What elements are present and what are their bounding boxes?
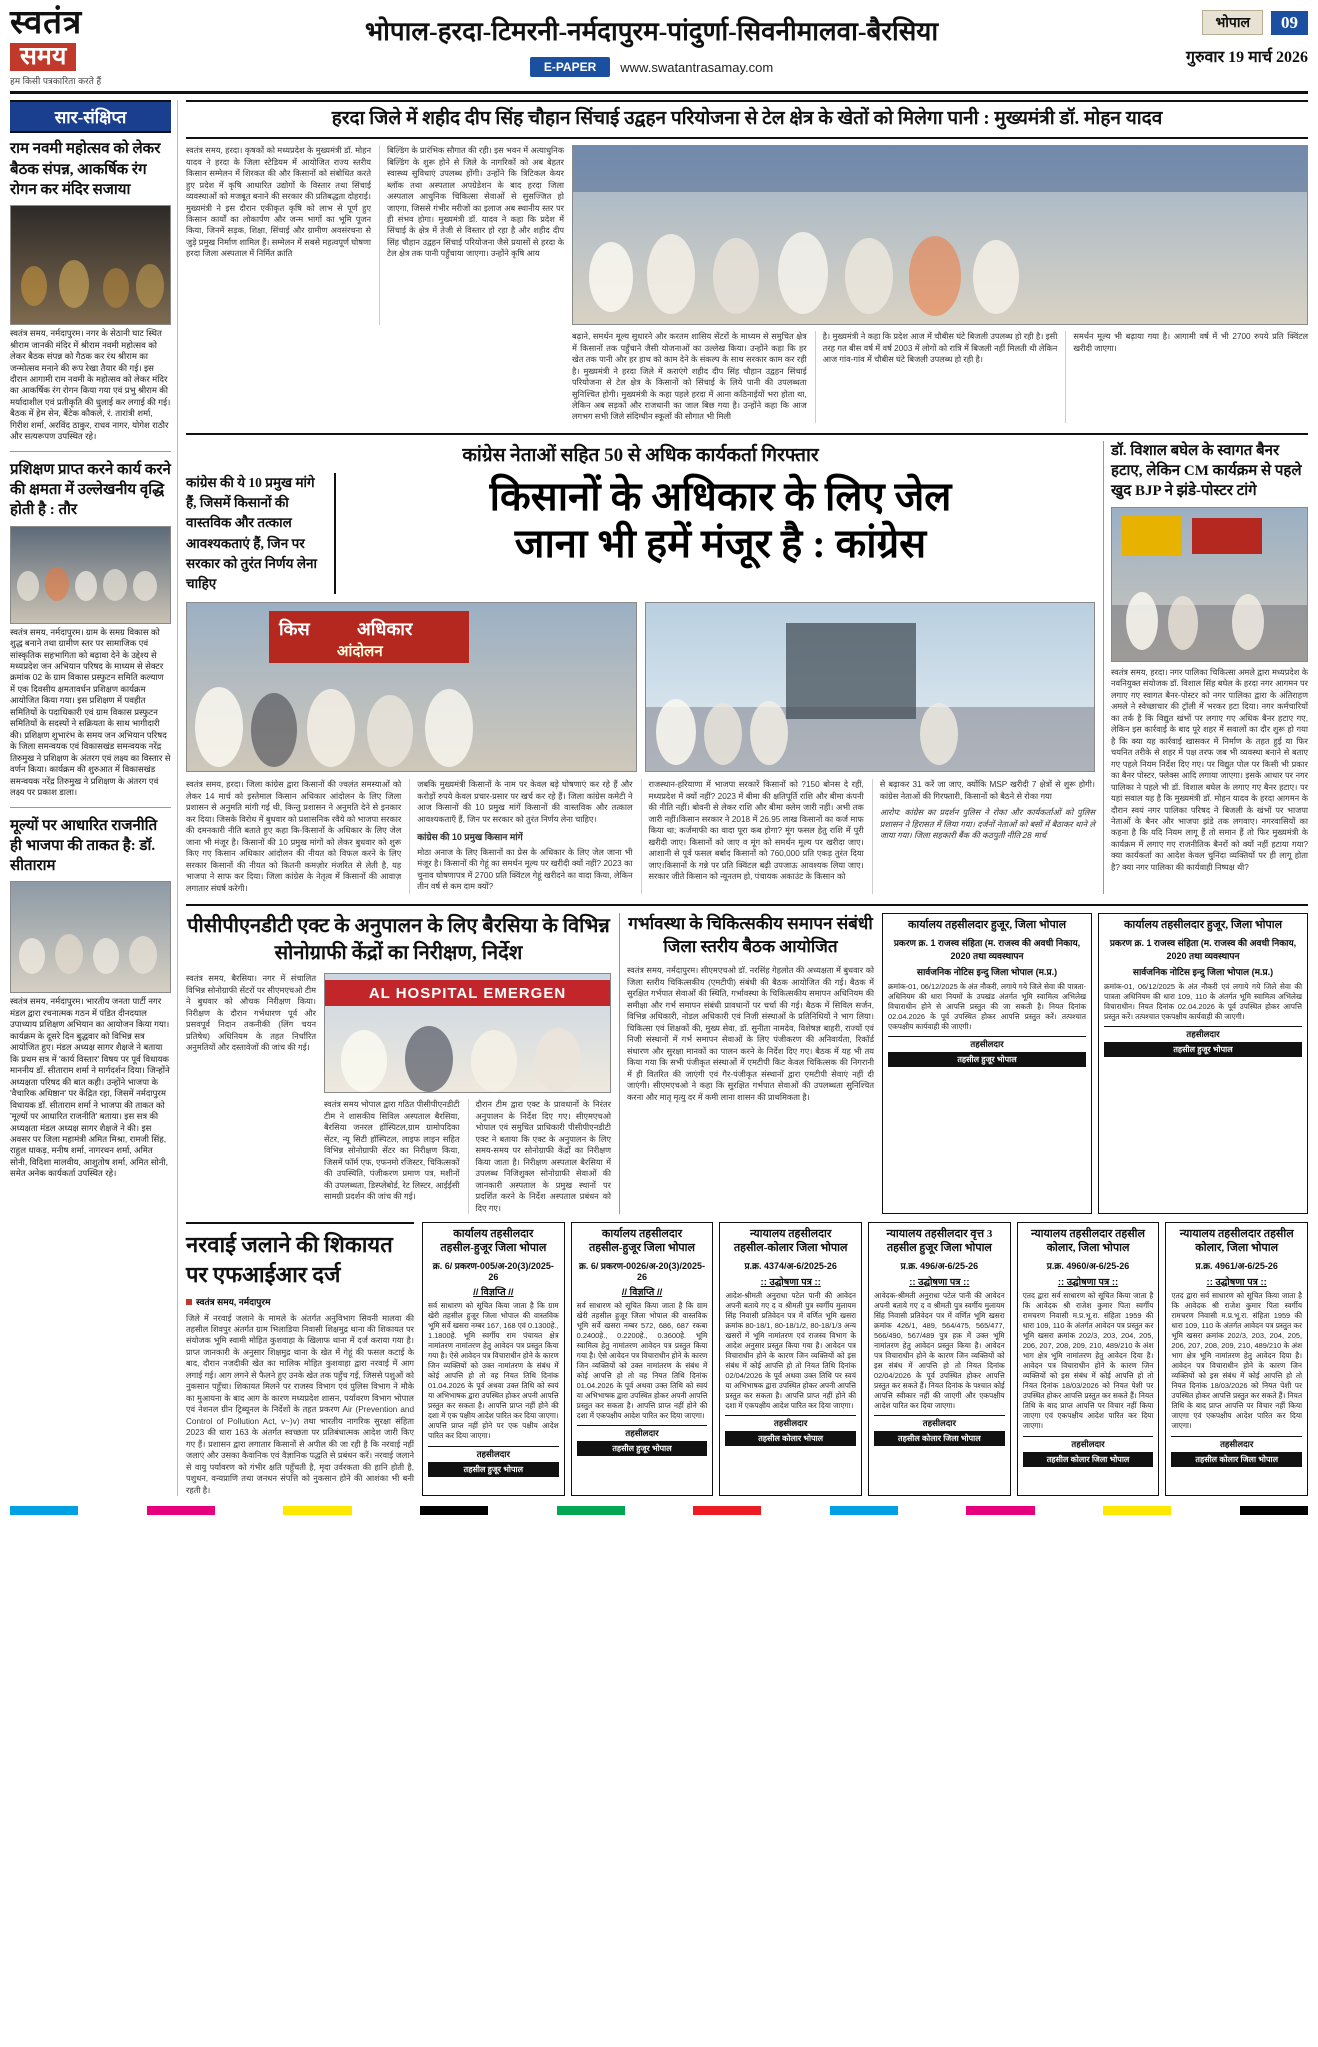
pcpndt-headline bbox=[186, 913, 611, 967]
notice-4-office-foot: तहसील कोलार जिला भोपाल bbox=[874, 1431, 1005, 1446]
masthead-right bbox=[1093, 6, 1308, 67]
ad-notice-2 bbox=[1098, 913, 1308, 1214]
edition-cities: भोपाल-हरदा-टिमरनी-नर्मदापुरम-पांदुर्णा-सिवनीमालवा-बैरसिया bbox=[364, 17, 939, 46]
publication-date: गुरुवार 19 मार्च 2026 bbox=[1185, 49, 1308, 66]
package-body-1: स्वतंत्र समय, हरदा। जिला कांग्रेस द्वारा किसानों की ज्वलंत समस्याओं को लेकर 14 मार्च को इस्तेमाल किसान अधिकार आंदोलन के लिए जिला प्रशासन से अनुमति मांगी गई थी, किन्तु प्रशासन ने अनुमति देने से इनकार कर दिया। जिसके विरोध में बुधवार को प्रशासनिक रवैये को भाजपा सरकार की दमनकारी नीति बताते हुए कहा कि-किसानों के अधिकार के लिए जेल जाना भी मंजूर है। किसानों की 10 प्रमुख मांगों को लेकर बुधवार को शुरू किए गए किसान अधिकार आंदोलन की नीयत को विफल करने के लिए सरकार किसानों की नीयत को कितनी कमज़ोर मंजरित से लेती है, यह भाजपा ने साफ कर दिया। जिला कांग्रेस के नेतृत्व में किसानों की आवाज़ लगातार संघर्ष करेगी। bbox=[186, 780, 402, 893]
notice-3 bbox=[719, 1222, 862, 1496]
ads-block bbox=[882, 913, 1308, 1214]
lead-story-col-1: स्वतंत्र समय, हरदा। कृषकों को मध्यप्रदेश के मुख्यमंत्री डॉ. मोहन यादव ने हरदा के जिला स्टेडियम में आयोजित राज्य स्तरीय किसान सम्मेलन में शिरकत की और किसानों को संबोधित करते हुए प्रदेश में कृषि आधारित उद्योगों के विस्तार तथा सिंचाई व्यवस्थाओं को मजबूत बनाने की सरकार की प्रतिबद्धता दोहराई। मुख्यमंत्री ने इस दौरान एकीकृत कृषि को लाभ से पूर्ण हुए किसान कार्यों का लोकार्पण और जन्म भागों का भूमि पूजन किया, जिनमें सड़क, शिक्षा, सिंचाई और ग्रामीण अवसंरचना से जुड़े प्रमुख निर्माण शामिल हैं। सम्मेलन में सबसे महत्वपूर्ण घोषणा हरदा जिला अस्पताल में निर्मित क्रांति bbox=[186, 146, 371, 259]
city-page-badge bbox=[1202, 10, 1308, 35]
right-rail-body: स्वतंत्र समय, हरदा। नगर पालिका चिकित्सा अमले द्वारा मध्यप्रदेश के नवनियुक्त संयोजक डॉ. विशाल सिंह बघेल के हरदा नगर आगमन पर लगाए गए स्वागत बैनर-पोस्टर को नगर पालिका द्वारा के अंतिराहण अमले ने स्वेच्छाचार की ट्रॉली में भरकर हटा दिया। नगर कर्मचारियों का तर्क है कि विद्युत खंभों पर लगाए गए अधिक बैनर हटाए गए, लेकिन इस कार्रवाई के बाद पूरे शहर में सवालों का दौर शुरू हो गया है कि क्या यह कार्रवाई खासकर में निर्माण के तहत हुई या फिर चयनित तरीके से शहर में पक्ष तरफ जब भी व्यवस्था बनाने से बताए गए पहले नियम निर्देश दिए गए। पर विद्युत पोल पर किसी भी प्रकार का बैनर पोस्टर, फ्लेक्स आदि लगाया जाएगा। इसके आधार पर नगर पालिका ने पहले भी डॉ. विशाल बघेल के लगाए गए बैनर हटाए। पर यहां सवाल यह है कि मुख्यमंत्री डॉ. मोहन यादव के हरदा आगमन के दौरान स्वयं नगर पालिका परिषद ने बिजली के खंभों पर भाजपा नेताओं के बैनर और भाजपा झंडे तक लगवाए। नगरवासियों का कहना है कि यदि नियम लागू हैं तो समान हैं तो फिर मुख्यमंत्री के कार्यक्रम में लगाए गए राजनीतिक बैनरों को क्यों नहीं हटाया गया? क्या कार्यकर्ता का आदेश केवल चुनिंदा व्यक्तियों पर ही लागू होता है? क्या नगर पालिका की कार्यवाही निष्पक्ष थी? bbox=[1111, 667, 1308, 872]
sidebar-column bbox=[10, 100, 178, 1496]
notice-row bbox=[422, 1222, 1308, 1496]
package-photo-1 bbox=[186, 602, 637, 772]
package-left-note: कांग्रेस की ये 10 प्रमुख मांगे हैं, जिसमें किसानों की वास्तविक और तत्काल आवश्यकताएं हैं, जिन पर सरकार को तुरंत निर्णय लेना चाहिए bbox=[186, 474, 318, 592]
masthead-bar bbox=[210, 57, 1093, 77]
ad-notice-2-sub: सार्वजनिक नोटिस इन्दु जिला भोपाल (म.प्र.) bbox=[1132, 967, 1274, 978]
notice-4-case: प्र.क्र. 496/अ-6/25-26 bbox=[900, 1260, 979, 1271]
notice-4 bbox=[868, 1222, 1011, 1496]
notice-5-office-foot: तहसील कोलार जिला भोपाल bbox=[1023, 1452, 1154, 1467]
ad-notice-1-body: क्रमांक-01, 06/12/2025 के अंत नौकरी, लगाये गये जिले सेवा की पात्रता-अधिनियम की धारा नियमों के उपखंड अंतर्गत भूमि स्वामित्व अभिलेख विचाराधीन होने से आपत्ति प्रस्तुत की जा सकती है। नियत दिनांक 02.04.2026 के पूर्व उपस्थित होकर आपत्ति प्रस्तुत करें। तत्पश्चात एकपक्षीय कार्यवाही की जाएगी। bbox=[888, 982, 1086, 1032]
notice-4-office: न्यायालय तहसीलदार वृत्त 3 bbox=[886, 1228, 993, 1241]
ad-notice-1-title: कार्यालय तहसीलदार हुजूर, जिला भोपाल bbox=[907, 919, 1067, 932]
protest-banner-text-3: आंदोलन bbox=[337, 644, 383, 661]
package-body-4-text: से बढ़ाकर 31 करें जा जाए, क्योंकि MSP खरीदी 7 क्षेत्रों से शुरू होगी। कांग्रेस नेताओं की गिरफ्तारी, किसानों को बैठने से रोका गया bbox=[879, 780, 1095, 801]
notice-5-sign: तहसीलदार bbox=[1023, 1436, 1154, 1450]
sidebar-item-2 bbox=[10, 460, 171, 799]
notice-1-type: // विज्ञप्ति // bbox=[473, 1286, 514, 1298]
ad-notice-1-case: प्रकरण क्र. 1 राजस्व संहिता (म. राजस्व की अवधी निकाय, 2020 तथा व्यवस्थापन bbox=[893, 938, 1081, 962]
notice-2-sign: तहसीलदार bbox=[577, 1425, 708, 1439]
package-body-3: राजस्थान-हरियाणा में भाजपा सरकारें किसानों को ?150 बोनस दे रहीं, मध्यप्रदेश में क्यों नहीं? 2023 में बीमा की क्षतिपूर्ति राशि और बीमा कंपनी की नीति नहीं। बोवनी से लेकर राशि और बीमा क्लेम जारी नहीं। अभी तक जारी नहीं।किसान सरकार ने 2018 में 26.95 लाख किसानों का कर्ज माफ किया था; कर्जमाफी का वादा पूरा कब होगा? मूंग फसल हेतु राशि में पूरी खरीदी जाए। किसानों को जाए व मूंग को समर्थन मूल्य पर खरीदा जाए।आशानी से पूर्व फसल बर्बाद किसानों को 760,000 प्रति एकड़ तुरंत दिया जाए।किसानों के गन्ने पर प्रति क्विंटल बढ़ी उपजाऊ आवश्यक लिया जाए। सरकार जीते किसान को न्यूनतम हो, पंचायक अकाउंट के किसान को bbox=[641, 779, 864, 894]
notice-3-body: आदेश-श्रीमती अनुराधा पटेल पानी की आवेदन अपनी बताये गए द व श्रीमती पुत्र स्वर्गीय मुलायम सिंह निवासी प्रतिवेदन पत्र में वर्णित भूमि खसरा क्रमांक 80-18/1, 80-18/1/2, 80-18/1/3 अन्य खसरों में भूमि नामांतरण एवं राजस्व विभाग के आदेश अनुसार प्रस्तुत किया गया है। आवेदन पत्र विचाराधीन होने के कारण जिन व्यक्तियों को इस संबंध में कोई आपत्ति हो तो नियत तिथि दिनांक 02/04/2026 के पूर्व अथवा उक्त तिथि पर स्वयं या अभिभाषक द्वारा उपस्थित होकर अपनी आपत्ति प्रस्तुत कर सकता है। आपत्ति प्राप्त नहीं होने की दशा में एकपक्षीय आदेश पारित कर दिया जाएगा। bbox=[725, 1290, 857, 1411]
notice-3-office-foot: तहसील कोलार भोपाल bbox=[725, 1431, 856, 1446]
narwai-body: जिले में नरवाई जलाने के मामले के अंतर्गत अनुविभाग सिवनी मालवा की तहसील शिवपुर अंतर्गत ग्राम भिलाडिया निवासी शिक्षमुद्र थाना की शिकायत पर संयोजक भूमि स्वामी मोहित कुशवाहा के खिलाफ थाना में दर्ज कराया गया है। प्राप्त जानकारी के अनुसार शिक्षमुद्र थाना के खेत में गेहूं की फसल कटाई के बाद, दौरान नजदीकी खेत का मालिक मोहित कुशवाहा द्वारा नरवाई में आग लगाई गई। आग लगने से फैलने हुए उनके खेत तक पहुँच गई, जिससे पशुओं को नुकसान पहुँचा। शिकायत मिलने पर राजस्व विभाग एवं पुलिस विभाग ने मौके का मुआयना के बाद आग के कारण मध्यप्रदेश शासन, पर्यावरण विभाग भोपाल एवं नेशनल ग्रीन ट्रिब्यूनल के निर्देशों के तहत प्रकरण Air (Prevention and Control of Pollution Act, v~)v) तथा भारतीय नागरिक सुरक्षा संहिता 2023 की धारा 163 के अंतर्गत स्वच्छता पर प्रतिबंधात्मक आदेश जारी किए गए हैं। प्रशासन द्वारा लगातार किसानों से अपील की जा रही है कि नरवाई नहीं जलाएं और उसका कैवानिक एवं वैज्ञानिक पद्धति से प्रबंधन करें। नरवाई जलाने से वायु पर्यावरण को गंभीर क्षति पहुँचती है, मृदा उर्वरकता की हानि होती है, पशुधन, वन्यप्राणि तथा जनधन संपत्ति को नुकसान होने की आशंका भी बनी रहती है। bbox=[186, 1313, 414, 1495]
ad-notice-2-body: क्रमांक-01, 06/12/2025 के अंत नौकरी एवं लगाये गये जिले सेवा की पात्रता अधिनियम की धारा 109, 110 के अंतर्गत भूमि स्वामित्व अभिलेख विचाराधीन। नियत दिनांक 02.04.2026 के पूर्व उपस्थित होकर आपत्ति प्रस्तुत करें। तत्पश्चात एकपक्षीय कार्यवाही की जाएगी। bbox=[1104, 982, 1302, 1022]
ad-notice-2-case: प्रकरण क्र. 1 राजस्व संहिता (म. राजस्व की अवधी निकाय, 2020 तथा व्यवस्थापन bbox=[1109, 938, 1297, 962]
ad-notice-1-sign: तहसीलदार bbox=[888, 1036, 1086, 1050]
notice-6-body: एतद द्वारा सर्व साधारण को सूचित किया जाता है कि आवेदक श्री राजेश कुमार पिता स्वर्गीय रामचरण निवासी म.प्र.भू.रा. संहिता 1959 की धारा 109, 110 के अंतर्गत आवेदन पत्र प्रस्तुत कर भूमि खसरा क्रमांक 202/3, 203, 204, 205, 206, 207, 208, 209, 210, 489/210 के अंश भाग क्षेत्र भूमि नामांतरण हेतु आवेदन दिया है। आवेदन पत्र विचाराधीन होने के कारण जिन व्यक्तियों को इस संबंध में कोई आपत्ति हो तो नियत दिनांक 18/03/2026 को नियत पेशी पर उपस्थित होकर आपत्ति प्रस्तुत कर सकते हैं। नियत तिथि के बाद प्राप्त आपत्ति पर विचार नहीं किया जाएगा एवं एकपक्षीय आदेश पारित कर दिया जाएगा। bbox=[1171, 1290, 1303, 1431]
notice-2-office: कार्यालय तहसीलदार bbox=[601, 1228, 683, 1241]
story-garbh bbox=[619, 913, 874, 1214]
sidebar-item-1 bbox=[10, 139, 171, 442]
package-story bbox=[186, 441, 1095, 894]
notice-2-office-foot: तहसील हुजूर भोपाल bbox=[577, 1441, 708, 1456]
notice-6-case: प्र.क्र. 4961/अ-6/25-26 bbox=[1195, 1260, 1278, 1271]
sidebar-item-3 bbox=[10, 816, 171, 1180]
notice-6-sub: कोलार, जिला भोपाल bbox=[1195, 1241, 1279, 1254]
ad-notice-2-sign: तहसीलदार bbox=[1104, 1026, 1302, 1040]
notice-3-sign: तहसीलदार bbox=[725, 1415, 856, 1429]
sidebar-item-1-photo bbox=[10, 205, 171, 325]
website-url[interactable]: www.swatantrasamay.com bbox=[620, 59, 774, 75]
notice-1-body: सर्व साधारण को सूचित किया जाता है कि ग्राम खेरी तहसील हुजूर जिला भोपाल की वास्तविक भूमि सर्वे खसरा नम्बर 167, 168 एवं 0.1300हे., 1.1800हे. भूमि स्वर्गीय राम पंचायत क्षेत्र नामांतरण नामांतरण हेतु आवेदन पत्र प्रस्तुत किया गया है। ऐसे आवेदन पत्र विचाराधीन होने के कारण जिन व्यक्तियों को उक्त नामांतरण के संबंध में कोई आपत्ति हो तो वह नियत तिथि दिनांक 01.04.2026 के पूर्व अथवा उक्त तिथि को स्वयं या अभिभाषक द्वारा उपस्थित होकर अपनी आपत्ति प्रस्तुत कर सकता है। आपत्ति प्राप्त नहीं होने की दशा में एक पक्षीय आदेश पारित कर दिया जाएगा। आपत्ति प्राप्त नहीं होने पर एक पक्षीय आदेश पारित कर दिया जाएगा। bbox=[428, 1300, 559, 1441]
ad-notice-1-sub: सार्वजनिक नोटिस इन्दु जिला भोपाल (म.प्र.) bbox=[916, 967, 1058, 978]
masthead-center bbox=[210, 6, 1093, 77]
bottom-strip bbox=[186, 1222, 1308, 1496]
page-body bbox=[10, 100, 1308, 1496]
notice-1 bbox=[422, 1222, 565, 1496]
notice-5 bbox=[1017, 1222, 1160, 1496]
notice-3-type: :: उद्घोषणा पत्र :: bbox=[760, 1276, 821, 1288]
notice-5-office: न्यायालय तहसीलदार तहसील bbox=[1031, 1228, 1145, 1241]
ad-notice-2-office: तहसील हुजूर भोपाल bbox=[1104, 1042, 1302, 1057]
city-label: भोपाल bbox=[1202, 10, 1263, 35]
notice-4-body: आवेदक-श्रीमती अनुराधा पटेल पानी की आवेदन अपनी बताये गए द व श्रीमती पुत्र स्वर्गीय मुलायम सिंह निवासी प्रतिवेदन पत्र में वर्णित भूमि खसरा क्रमांक 426/1, 489, 564/475, 565/477, 566/490, 567/489 पुत्र हक़ में उक्त भूमि नामांतरण हेतु आवेदन प्रस्तुत किया है। आवेदन पत्र विचाराधीन होने के कारण जिन व्यक्तियों को इस संबंध में आपत्ति हो तो नियत दिनांक 02/04/2026 के पूर्व उपस्थित होकर आपत्ति प्रस्तुत कर सकते हैं। नियत दिनांक के पश्चात कोई आपत्ति स्वीकार नहीं की जाएगी और एकपक्षीय आदेश पारित कर दिया जाएगा। bbox=[874, 1290, 1005, 1411]
sidebar-item-2-headline: प्रशिक्षण प्राप्त करने कार्य करने की क्षमता में उल्लेखनीय वृद्धि होती है : तौर bbox=[10, 461, 171, 519]
notice-6-office: न्यायालय तहसीलदार तहसील bbox=[1179, 1228, 1294, 1241]
sidebar-item-3-photo bbox=[10, 881, 171, 993]
lead-story-col-2: बिल्डिंग के प्रारंभिक सौगात की रही। इस भवन में अत्याधुनिक बिल्डिंग के शुरू होने से जिले के नागरिकों को अब बेहतर स्वास्थ्य सुविधाएं उपलब्ध होंगी। उन्होंने कि त्रिटिकल केयर ब्लॉक तथा अस्पताल अपग्रेडेशन के बाद हरदा जिला अस्पताल आधुनिक चिकित्सा सेवाओं से सुसज्जित हो जाएगा, जिससे गंभीर मरीजों का इलाज अब स्थानीय स्तर पर ही संभव होगा। मुख्यमंत्री डॉ. यादव ने कहा कि प्रदेश में सिंचाई के क्षेत्र में तेजी से विस्तार हो रहा है और शहीद दीप सिंह चौहान उद्वहन सिंचाई परियोजना जैसे प्रयासों से हरदा के टेल क्षेत्र तक पानी पहुँचाया जाएगा। उन्होंने कृषि आय bbox=[379, 145, 564, 325]
narwai-headline-line-1: नरवाई जलाने की शिकायत bbox=[186, 1232, 393, 1258]
notice-3-office: न्यायालय तहसीलदार bbox=[750, 1228, 832, 1241]
notice-5-case: प्र.क्र. 4960/अ-6/25-26 bbox=[1046, 1260, 1130, 1271]
pcpndt-col-1: स्वतंत्र समय, बैरसिया। नगर में संचालित विभिन्न सोनोग्राफी सेंटरों पर सीएमएचओ टीम ने बुधवार को औचक निरीक्षण किया। निरीक्षण के दौरान गर्भधारण पूर्व और प्रसवपूर्व निदान तकनीकी (लिंग चयन प्रतिषेध) अधिनियम के तहत निर्धारित अनुमतियों और दस्तावेजों की जांच की गई। bbox=[186, 974, 316, 1053]
sidebar-item-3-headline: मूल्यों पर आधारित राजनीति ही भाजपा की ताकत है: डॉ. सीताराम bbox=[10, 817, 158, 875]
registration-color-bar bbox=[10, 1506, 1308, 1515]
page-number: 09 bbox=[1271, 11, 1308, 35]
package-headline-line-2: जाना भी हमें मंजूर है : कांग्रेस bbox=[514, 521, 927, 567]
notice-6-office-foot: तहसील कोलार जिला भोपाल bbox=[1171, 1452, 1302, 1467]
notice-5-sub: कोलार, जिला भोपाल bbox=[1046, 1241, 1130, 1254]
package-body-2 bbox=[409, 779, 632, 894]
masthead bbox=[10, 6, 1308, 94]
hospital-sign: AL HOSPITAL EMERGEN bbox=[325, 980, 610, 1006]
sidebar-item-1-caption: स्वतंत्र समय, नर्मदापुरम। नगर के सेठानी घाट स्थित श्रीराम जानकी मंदिर में श्रीराम नवमी महोत्सव को लेकर बैठक संपन्न को गैठक कर रंथ श्रीराम का जन्मोत्सव मनाने की रूप रेखा तैयार की गई। इस दौरान आगामी राम नवमी के महोत्सव को लेकर मंदिर का आकर्षिक रंग रोगन किया गया एवं प्रभु श्रीराम की मर्यादाशील एवं प्रतीकृति की धुलाई कर लगाई की गई। बैठक में हेम सेन, बैंटेक कौकले, रं. तारांत्री शर्मा, गिरीश शर्मा, अरविंद ठाकुर, राधव नागर, योगेश राठौर और सत्यरूपण उपस्थित रहे। bbox=[10, 328, 171, 442]
notice-4-type: :: उद्घोषणा पत्र :: bbox=[909, 1276, 970, 1288]
newspaper-logo bbox=[10, 6, 210, 87]
notice-5-type: :: उद्घोषणा पत्र :: bbox=[1057, 1276, 1119, 1288]
narwai-byline-text: स्वतंत्र समय, नर्मदापुरम bbox=[196, 1296, 271, 1307]
notice-1-case: क्र. 6/ प्रकरण-005/अ-20(3)/2025-26 bbox=[432, 1260, 554, 1282]
pcpndt-col-3: दौरान टीम द्वारा एक्ट के प्रावधानों के निरंतर अनुपालन के निर्देश दिए गए। सीएमएचओ भोपाल एवं समुचित प्राधिकारी पीसीपीएनडीटी एक्ट ने बताया कि एक्ट के अनुपालन के लिए समय-समय पर सोनोग्राफी केंद्रों का निरीक्षण किया जाता है। निरीक्षण अस्पताल बैरसिया में उपलब्ध निजिशुक्ल सोनोग्राफी सेवाओं की जानकारी अस्पताल के प्रमुख स्थानों पर प्रदर्शित करने के निर्देश अस्पताल प्रबंधन को दिए गए। bbox=[468, 1099, 612, 1214]
notice-6 bbox=[1165, 1222, 1308, 1496]
lead-story-col-4: है। मुख्यमंत्री ने कहा कि प्रदेश आज में चौबीस घंटे बिजली उपलब्ध हो रही है। इसी तरह गत बीस वर्ष में वर्ष 2003 में लोगों को रात्रि में बिजली नहीं मिलती थी लेकिन आज गांव-गांव में चौबीस घंटे बिजली उपलब्ध हो रही है। bbox=[815, 331, 1058, 423]
notice-1-sub: तहसील-हुजूर जिला भोपाल bbox=[440, 1241, 547, 1254]
story-narwai bbox=[186, 1222, 414, 1496]
notice-6-type: :: उद्घोषणा पत्र :: bbox=[1206, 1276, 1267, 1288]
pcpndt-headline-text: पीसीपीएनडीटी एक्ट के अनुपालन के लिए बैरसिया के विभिन्न सोनोग्राफी केंद्रों का निरीक्षण, निर्देश bbox=[187, 915, 610, 965]
ad-notice-2-title: कार्यालय तहसीलदार हुजूर, जिला भोपाल bbox=[1123, 919, 1283, 932]
notice-2-type: // विज्ञप्ति // bbox=[621, 1286, 663, 1298]
sidebar-item-2-photo bbox=[10, 526, 171, 624]
main-column bbox=[186, 100, 1308, 1496]
narwai-headline-line-2: पर एफआईआर दर्ज bbox=[186, 1261, 341, 1287]
sidebar-section-title: सार-संक्षिप्त bbox=[10, 100, 171, 133]
garbh-headline: गर्भावस्था के चिकित्सकीय समापन संबंधी जिला स्तरीय बैठक आयोजित bbox=[628, 914, 873, 957]
notice-5-body: एतद द्वारा सर्व साधारण को सूचित किया जाता है कि आवेदक श्री राजेश कुमार पिता स्वर्गीय रामचरण निवासी म.प्र.भू.रा. संहिता 1959 की धारा 109, 110 के अंतर्गत आवेदन पत्र प्रस्तुत कर भूमि खसरा क्रमांक 202/3, 203, 204, 205, 206, 207, 208, 209, 210, 489/210 के अंश भाग क्षेत्र भूमि नामांतरण हेतु आवेदन दिया है। आवेदन पत्र विचाराधीन होने के कारण जिन व्यक्तियों को इस संबंध में कोई आपत्ति हो तो नियत दिनांक 18/03/2026 को नियत पेशी पर उपस्थित होकर आपत्ति प्रस्तुत कर सकते हैं। नियत तिथि के बाद प्राप्त आपत्ति पर विचार नहीं किया जाएगा एवं एकपक्षीय आदेश पारित कर दिया जाएगा। bbox=[1022, 1290, 1154, 1431]
package-kicker: कांग्रेस नेताओं सहित 50 से अधिक कार्यकर्ता गिरफ्तार bbox=[462, 444, 819, 466]
lead-story-col-5: समर्थन मूल्य भी बढ़ाया गया है। आगामी वर्ष में भी 2700 रुपये प्रति क्विंटल खरीदी जाएगा। bbox=[1065, 331, 1308, 423]
notice-1-office-foot: तहसील हुजूर भोपाल bbox=[428, 1462, 559, 1477]
package-demands-list: मोठा अनाज के लिए किसानों का प्रेस के अधिकार के लिए जेल जाना भी मंजूर है। किसानों की गेहूं का समर्थन मूल्य पर खरीदी क्यों नहीं? 2023 का चुनाव घोषणापत्र में 2700 प्रति क्विंटल गेहूं खरीदने का वादा किया, लेकिन तीन वर्ष से कम दाम क्यों? bbox=[417, 847, 633, 892]
pcpndt-photo bbox=[324, 973, 611, 1093]
sidebar-item-2-caption: स्वतंत्र समय, नर्मदापुरम। ग्राम के समग्र विकास को शुद्ध बनाने तथा ग्रामीण स्तर पर सामाजिक एवं सांस्कृतिक सहभागिता को बढ़ावा देने के उद्देश्य से मध्यप्रदेश जन अभियान परिषद के माध्यम से सेक्टर क्रमांक 02 के ग्राम विकास प्रस्फुटन समिति कल्याण में एक दिवसीय क्षमतावर्धन प्रशिक्षण कार्यक्रम आयोजित किया गया। इस प्रशिक्षण में पवहीत समितियों के पदाधिकारी एवं ग्राम विकास प्रस्फुटन समितियों के सदस्यों ने सक्रियता के साथ भागीदारी की। प्रशिक्षण शुभारंभ के समय जन अभियान परिषद के जिला समन्वयक एवं विकासखंड समन्वयक नरेंद्र तिरुमुख ने प्रशिक्षण के अंतरग एवं लक्ष्य का विस्तार से वर्णन किया। कार्यक्रम की शुरुआत में विकासखंड समन्वयक नरेंद्र तिरुमुख ने प्रशिक्षण के अंतरग एवं लक्ष्य पर प्रकाश डाला। bbox=[10, 626, 171, 798]
lead-story-col-3: बढ़ाने, समर्थन मूल्य सुधारने और करतम शासिय सेंटरों के माध्यम से समुचित क्षेत्र में किसानों तक पहुँचाने जैसी योजनाओं का उल्लेख किया। उन्होंने कहा कि हर खेत तक पानी और हर हाथ को काम देने के संकल्प के साथ सरकार काम कर रही है। मुख्यमंत्री ने हरदा जिले में कराएंगे शहीद दीप सिंह चौहान उद्वहन सिंचाई परियोजना से टेल क्षेत्र के किसानों को सिंचाई के लिये पानी की उपलब्धता सुनिश्चित होगी। मुख्यमंत्री के कहा पहले हरदा में आना कठिनाईयों भरा होता था, लेकिन अब सड़कों और राजधानी का जाल बिछ गया है। उन्होंने कहा कि आज लगभग सभी जिले संदिग्धीन स्कूलों की सौगात भी मिली bbox=[572, 332, 807, 422]
epaper-button[interactable]: E-PAPER bbox=[530, 57, 610, 77]
package-body-5: आरोप: कांग्रेस का प्रदर्शन पुलिस ने रोका और कार्यकर्ताओं को पुलिस प्रशासन ने हिरासत में लिया गया। दर्जनों नेताओं को बसों में बैठाकर थाने ले जाया गया। जिला सहकारी बैंक की कठपुती नीति 28 मार्च bbox=[879, 808, 1095, 841]
notice-3-case: प्र.क्र. 4374/अ-6/2025-26 bbox=[744, 1260, 837, 1271]
notice-1-sign: तहसीलदार bbox=[428, 1446, 559, 1460]
right-rail bbox=[1103, 441, 1308, 894]
notice-2 bbox=[571, 1222, 714, 1496]
logo-tagline: हम किसी पत्रकारिता करते हैं bbox=[10, 76, 102, 87]
notice-6-sign: तहसीलदार bbox=[1171, 1436, 1302, 1450]
package-photo-2 bbox=[645, 602, 1096, 772]
notice-4-sign: तहसीलदार bbox=[874, 1415, 1005, 1429]
notice-3-sub: तहसील-कोलार जिला भोपाल bbox=[733, 1241, 848, 1254]
right-rail-photo bbox=[1111, 507, 1308, 662]
logo-sub-text: समय bbox=[10, 43, 76, 72]
ad-notice-1 bbox=[882, 913, 1092, 1214]
package-body-4 bbox=[872, 779, 1095, 894]
protest-banner-text-2: अधिकार bbox=[357, 619, 413, 640]
package-demands-title: कांग्रेस की 10 प्रमुख किसान मांगें bbox=[417, 832, 523, 843]
right-rail-headline: डॉ. विशाल बघेल के स्वागत बैनर हटाए, लेकिन CM कार्यक्रम से पहले खुद BJP ने झंडे-पोस्टर टांगे bbox=[1111, 442, 1302, 500]
notice-1-office: कार्यालय तहसीलदार bbox=[453, 1228, 534, 1241]
pcpndt-col-2: स्वतंत्र समय भोपाल द्वारा गठित पीसीपीएनडीटी टीम ने शासकीय सिविल अस्पताल बैरसिया, बैरसिया जनरल हॉस्पिटल,ग्राम ग्रामोपदिका सेंटर, न्यू सिटी हॉस्पिटल, लाइफ लाइन सहित विभिन्न सोनोग्राफी सेंटर का निरीक्षण किया, जिसमें फॉर्म एफ, एफनमो रजिस्टर, चिकित्सकों की उपस्थिति, पंजीकरण प्रमाण पत्र, मशीनों की उपलब्धता, डिस्प्लेबोर्ड, रेट लिस्टर, आईईसी सामग्री प्रदर्शन की जांच की गई। bbox=[324, 1100, 460, 1202]
package-body-2-text: जबकि मुख्यमंत्री किसानों के नाम पर केवल बड़े घोषणाएं कर रहे हैं और करोड़ों रुपये केवल प्रचार-प्रसार पर खर्च कर रहे हैं। जिला कांग्रेस कमेटी ने आज किसानों की 10 प्रमुख मांगें किसानों की वास्तविक और तत्काल आवश्यकताएँ हैं, जिन पर सरकार को तुरंत निर्णय लेना चाहिए। bbox=[417, 780, 633, 824]
notice-2-body: सर्व साधारण को सूचित किया जाता है कि ग्राम खेरी तहसील हुजूर जिला भोपाल की वास्तविक भूमि सर्वे खसरा नम्बर 572, 686, 687 रकबा 0.2400हे., 0.2200हे., 0.3600हे. भूमि स्वामित्व हेतु नामांतरण आवेदन पत्र प्रस्तुत किया गया है। ऐसे आवेदन पत्र विचाराधीन होने के कारण जिन व्यक्तियों को उक्त नामांतरण के संबंध में कोई आपत्ति हो तो वह नियत तिथि दिनांक 01.04.2026 के पूर्व अथवा उक्त तिथि को स्वयं या अभिभाषक द्वारा उपस्थित होकर अपनी आपत्ति प्रस्तुत कर सकता है। आपत्ति प्राप्त नहीं होने की दशा में एकपक्षीय आदेश पारित कर दिया जाएगा। bbox=[576, 1300, 708, 1421]
lead-story bbox=[186, 100, 1308, 423]
sidebar-item-3-caption: स्वतंत्र समय, नर्मदापुरम। भारतीय जनता पार्टी नगर मंडल द्वारा रचनात्मक गठन में पंडित दीनदयाल उपाध्याय प्रशिक्षण अभियान का आयोजन किया गया। कार्यक्रम के दूसरे दिन बुद्धवार को विभिन्न सत्र आयोजित हुए। मंडल अध्यक्ष सागर शैक्षजे ने बताया कि प्रथम सत्र में 'कार्य विस्तार' विषय पर पूर्व विधायक माननीय डॉ. सीताराम शर्मा ने मार्गदर्शन दिया। जिन्होंने अध्यक्षता परिषद की बात कही। उन्होंने भाजपा के 'वैचारिक अधिष्ठान' पर केंद्रित रहा, जिसमें नर्मदापुरम विधायक डॉ. सीताराम शर्मा ने भाजपा की ताकत को 'मूल्यों पर आधारित राजनीति' बताया। इस सत्र की अध्यक्षता मंडल अध्यक्ष सागर शैक्षजे ने की। इस अवसर पर जिला महामंत्री अमित मिश्रा, रामजी सिंह, राहुल धाकड़, मनीष शर्मा, नागरथन शर्मा, अमित सोनी, विदिशा मालवीय, आशुतोष शर्मा, अमित सोनी, समेत अनेक कार्यकर्ता उपस्थित रहे। bbox=[10, 996, 170, 1179]
notice-2-sub: तहसील-हुजूर जिला भोपाल bbox=[589, 1241, 695, 1254]
garbh-body: स्वतंत्र समय, नर्मदापुरम। सीएमएचओ डॉ. नरसिंह गेहलोत की अध्यक्षता में बुधवार को जिला स्तरीय चिकित्सकीय (एमटीपी) संबंधी की बैठक आयोजित की गई। बैठक में सुरक्षित गर्भपात सेवाओं की स्थिति, गर्भावस्था के चिकित्सकीय समापन अधिनियम की समीक्षा और गर्भ समापन संबंधी प्रावधानों पर चर्चा की गई। बैठक में सिविल सर्जन, विभिन्न अधिकारी, नोडल अधिकारी एवं निजी संस्थाओं के प्रतिनिधियों ने भाग लिया। चिकित्सा एवं शिक्षकों की, मुख्य सेवा, डॉ. सुनीता नामदेव, विशेषज्ञ बाहरी, राज्यों एवं निजी संस्थानों में गर्भ समापन सेवाओं के लिए पंजीकरण की अनिवार्यता, रिकॉर्ड संधारण और सुरक्षा मानकों का पालन करने के निर्देश दिए गए। बैठक में यह भी तय किया गया कि सभी पंजीकृत संस्थाओं में एमटीपी किट केवल चिकित्सक की निगरानी में ही वितरित की जाएंगी एवं गैर-पंजीकृत संस्थानों द्वारा एमटीपी सेवाएं नहीं दी जाएंगी। सीएमएचओ ने कहा कि सुरक्षित गर्भपात सेवाओं की उपलब्धता सुनिश्चित करना और मातृ मृत्यु दर में कमी लाना शासन की प्राथमिकता है। bbox=[627, 966, 874, 1102]
narwai-byline bbox=[186, 1295, 414, 1308]
lead-story-photo bbox=[572, 145, 1308, 325]
story-pcpndt bbox=[186, 913, 611, 1214]
ad-notice-1-office: तहसील हुजूर भोपाल bbox=[888, 1052, 1086, 1067]
notice-2-case: क्र. 6/ प्रकरण-0026/अ-20(3)/2025-26 bbox=[578, 1260, 706, 1282]
protest-banner-text-1: किस bbox=[279, 619, 310, 640]
lead-story-headline: हरदा जिले में शहीद दीप सिंह चौहान सिंचाई उद्वहन परियोजना से टेल क्षेत्र के खेतों को मिलेगा पानी : मुख्यमंत्री डॉ. मोहन यादव bbox=[186, 100, 1308, 139]
logo-main-text: स्वतंत्र bbox=[10, 5, 83, 41]
notice-4-sub: तहसील हुजूर जिला भोपाल bbox=[886, 1241, 992, 1254]
package-headline-line-1: किसानों के अधिकार के लिए जेल bbox=[489, 473, 952, 519]
sidebar-item-1-headline: राम नवमी महोत्सव को लेकर बैठक संपन्न, आकर्षिक रंग रोगन कर मंदिर सजाया bbox=[10, 141, 161, 198]
